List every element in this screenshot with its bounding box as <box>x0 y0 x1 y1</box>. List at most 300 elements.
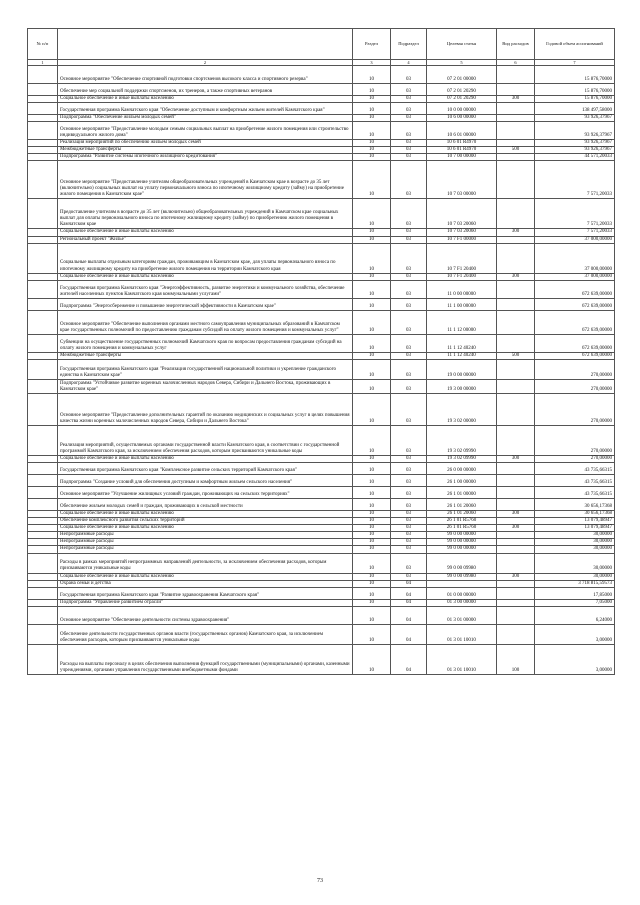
row-type-cell <box>497 280 535 298</box>
row-name-cell: Государственная программа Камчатского края "Обеспечение доступным и комфортным жильем жителей Камчатского края" <box>58 103 353 115</box>
row-section-cell: 10 <box>353 425 391 455</box>
row-section-cell: 10 <box>353 486 391 498</box>
row-section-cell: 10 <box>353 243 391 273</box>
row-section-cell: 10 <box>353 546 391 553</box>
row-section-cell: 10 <box>353 606 391 624</box>
row-section-cell: 10 <box>353 379 391 393</box>
row-section-cell: 10 <box>353 553 391 573</box>
table-row <box>28 359 615 379</box>
row-number-cell <box>28 539 58 546</box>
table-row <box>28 539 615 546</box>
table-row <box>28 425 615 455</box>
row-target-cell: 11 1 00 00000 <box>427 298 497 310</box>
row-section-cell: 10 <box>353 393 391 425</box>
row-name-cell: Обеспечение деятельности государственных органов власти (государственных органов) Камчатского края, за исключением обеспечения расходов, которым присваиваются уникальные коды <box>58 624 353 644</box>
row-name-cell: Государственная программа Камчатского края "Развитие здравоохранения Камчатского края" <box>58 587 353 599</box>
row-section-cell: 10 <box>353 298 391 310</box>
table-row <box>28 310 615 334</box>
row-number-cell <box>28 624 58 644</box>
table-row <box>28 334 615 352</box>
row-name-cell: Обеспечение комплексного развития сельских территорий <box>58 518 353 525</box>
row-target-cell: 10 7 03 00000 <box>427 161 497 199</box>
row-target-cell: 99 0 00 09980 <box>427 553 497 573</box>
row-target-cell: 10 7 03 20060 <box>427 229 497 236</box>
row-number-cell <box>28 498 58 510</box>
row-subsection-cell: 03 <box>391 474 427 486</box>
row-amount-cell: 3 718 815,59573 <box>535 580 615 587</box>
row-subsection-cell: 03 <box>391 298 427 310</box>
row-amount-cell: 6,24000 <box>535 606 615 624</box>
row-type-cell <box>497 553 535 573</box>
row-name-cell: Непрограммные расходы <box>58 539 353 546</box>
row-amount-cell: 270,00000 <box>535 425 615 455</box>
row-type-cell <box>497 624 535 644</box>
row-amount-cell: 672 639,00000 <box>535 310 615 334</box>
row-target-cell: 01 3 01 10010 <box>427 644 497 674</box>
row-amount-cell: 672 639,00000 <box>535 280 615 298</box>
row-name-cell: Обеспечение мер социальной поддержки спортсменов, их тренеров, а также спортивных ветеранов <box>58 84 353 96</box>
row-number-cell <box>28 553 58 573</box>
row-type-cell: 300 <box>497 229 535 236</box>
row-type-cell <box>497 66 535 84</box>
row-section-cell: 10 <box>353 359 391 379</box>
row-number-cell <box>28 161 58 199</box>
row-type-cell <box>497 359 535 379</box>
row-section-cell: 10 <box>353 624 391 644</box>
row-name-cell: Непрограммные расходы <box>58 532 353 539</box>
column-number: 3 <box>353 60 391 66</box>
row-target-cell: 19 0 00 00000 <box>427 359 497 379</box>
column-number: 4 <box>391 60 427 66</box>
row-name-cell: Подпрограмма "Управление развитием отрасли" <box>58 599 353 606</box>
row-type-cell <box>497 103 535 115</box>
row-section-cell: 10 <box>353 84 391 96</box>
row-target-cell: 26 1 01 R5760 <box>427 518 497 525</box>
table-row <box>28 147 615 154</box>
row-number-cell <box>28 379 58 393</box>
row-name-cell: Охрана семьи и детства <box>58 580 353 587</box>
row-subsection-cell: 03 <box>391 379 427 393</box>
table-row <box>28 498 615 510</box>
row-section-cell: 10 <box>353 273 391 280</box>
row-subsection-cell: 04 <box>391 606 427 624</box>
row-type-cell <box>497 498 535 510</box>
row-type-cell <box>497 199 535 229</box>
table-row <box>28 298 615 310</box>
table-row <box>28 599 615 606</box>
row-name-cell: Основное мероприятие "Предоставление дополнительных гарантий по оказанию медицинских и социальных услуг в целях повышения качества жизни коренных малочисленных народов Севера, Сибири и Дальнего Востока" <box>58 393 353 425</box>
row-type-cell: 300 <box>497 573 535 580</box>
table-row <box>28 66 615 84</box>
row-subsection-cell: 03 <box>391 154 427 161</box>
row-type-cell <box>497 122 535 140</box>
row-subsection-cell: 03 <box>391 334 427 352</box>
table-body <box>28 66 615 675</box>
row-type-cell: 300 <box>497 525 535 532</box>
row-amount-cell: 30,00000 <box>535 573 615 580</box>
row-subsection-cell: 03 <box>391 518 427 525</box>
row-section-cell: 10 <box>353 115 391 122</box>
header-expense-type: Вид расходов <box>497 29 535 60</box>
header-subsection: Подраздел <box>391 29 427 60</box>
row-number-cell <box>28 359 58 379</box>
row-target-cell: 10 0 00 00000 <box>427 103 497 115</box>
row-amount-cell: 3,00000 <box>535 644 615 674</box>
row-subsection-cell: 03 <box>391 573 427 580</box>
row-section-cell: 10 <box>353 310 391 334</box>
row-section-cell: 10 <box>353 518 391 525</box>
row-target-cell: 11 1 12 00000 <box>427 310 497 334</box>
row-number-cell <box>28 140 58 147</box>
row-amount-cell: 93 926,37967 <box>535 140 615 147</box>
table-row <box>28 352 615 359</box>
row-number-cell <box>28 474 58 486</box>
row-number-cell <box>28 587 58 599</box>
row-section-cell: 10 <box>353 462 391 474</box>
row-subsection-cell: 03 <box>391 115 427 122</box>
row-section-cell: 10 <box>353 147 391 154</box>
row-number-cell <box>28 599 58 606</box>
table-row <box>28 243 615 273</box>
table-row <box>28 644 615 674</box>
row-section-cell: 10 <box>353 599 391 606</box>
row-name-cell: Межбюджетные трансферты <box>58 352 353 359</box>
row-amount-cell: 43 735,66315 <box>535 462 615 474</box>
row-type-cell <box>497 599 535 606</box>
row-number-cell <box>28 243 58 273</box>
row-target-cell: 01 3 01 10010 <box>427 624 497 644</box>
row-subsection-cell: 03 <box>391 273 427 280</box>
row-type-cell <box>497 243 535 273</box>
row-name-cell: Расходы в рамках мероприятий непрограммных направлений деятельности, за исключением обеспечения расходов, которым присваиваются уникальные коды <box>58 553 353 573</box>
row-section-cell: 10 <box>353 525 391 532</box>
row-type-cell <box>497 486 535 498</box>
row-subsection-cell: 03 <box>391 236 427 243</box>
row-type-cell <box>497 587 535 599</box>
row-amount-cell: 30,00000 <box>535 546 615 553</box>
row-name-cell: Непрограммные расходы <box>58 546 353 553</box>
table-row <box>28 486 615 498</box>
table-row <box>28 84 615 96</box>
row-number-cell <box>28 644 58 674</box>
row-type-cell <box>497 546 535 553</box>
row-number-cell <box>28 334 58 352</box>
row-type-cell: 500 <box>497 352 535 359</box>
table-row <box>28 229 615 236</box>
row-amount-cell: 7 571,20033 <box>535 229 615 236</box>
row-name-cell: Основное мероприятие "Предоставление учителям общеобразовательных учреждений в Камчатском крае в возрасте до 35 лет (включительно) социальных выплат на уплату первоначального взноса по ипотечному жилищному кредиту (займу) на приобретение жилого помещения в Камчатском крае" <box>58 161 353 199</box>
row-type-cell <box>497 84 535 96</box>
row-target-cell: 11 1 12 40240 <box>427 334 497 352</box>
row-name-cell: Социальное обеспечение и иные выплаты населению <box>58 525 353 532</box>
row-number-cell <box>28 425 58 455</box>
row-number-cell <box>28 147 58 154</box>
row-amount-cell: 15 876,70000 <box>535 66 615 84</box>
row-target-cell: 11 1 12 40240 <box>427 352 497 359</box>
table-row <box>28 553 615 573</box>
row-target-cell: 10 7 F1 20400 <box>427 243 497 273</box>
row-target-cell: 01 3 01 00000 <box>427 606 497 624</box>
column-number: 6 <box>497 60 535 66</box>
row-section-cell: 10 <box>353 96 391 103</box>
row-amount-cell: 93 926,37967 <box>535 147 615 154</box>
row-number-cell <box>28 154 58 161</box>
table-row <box>28 379 615 393</box>
row-name-cell: Социальное обеспечение и иные выплаты населению <box>58 455 353 462</box>
row-amount-cell: 672 639,00000 <box>535 298 615 310</box>
table-row <box>28 546 615 553</box>
table-row <box>28 273 615 280</box>
table-row <box>28 518 615 525</box>
row-amount-cell: 30 656,17368 <box>535 498 615 510</box>
row-subsection-cell: 03 <box>391 243 427 273</box>
table-row <box>28 573 615 580</box>
row-amount-cell: 93 926,37967 <box>535 115 615 122</box>
row-target-cell: 10 6 01 R4970 <box>427 147 497 154</box>
row-target-cell: 19 3 02 00000 <box>427 393 497 425</box>
header-number: № п/п <box>28 29 58 60</box>
row-section-cell: 10 <box>353 103 391 115</box>
table-row <box>28 154 615 161</box>
row-subsection-cell: 03 <box>391 553 427 573</box>
row-type-cell <box>497 379 535 393</box>
row-subsection-cell: 04 <box>391 644 427 674</box>
row-section-cell: 10 <box>353 161 391 199</box>
row-amount-cell: 270,00000 <box>535 359 615 379</box>
row-amount-cell: 15 876,70000 <box>535 96 615 103</box>
column-number: 7 <box>535 60 615 66</box>
row-name-cell: Социальное обеспечение и иные выплаты населению <box>58 273 353 280</box>
table-row <box>28 393 615 425</box>
row-target-cell: 07 2 01 20290 <box>427 84 497 96</box>
row-section-cell: 10 <box>353 334 391 352</box>
row-number-cell <box>28 546 58 553</box>
row-amount-cell: 672 639,00000 <box>535 352 615 359</box>
row-name-cell: Основное мероприятие "Обеспечение деятельности системы здравоохранения" <box>58 606 353 624</box>
row-section-cell: 10 <box>353 236 391 243</box>
row-subsection-cell: 04 <box>391 587 427 599</box>
row-target-cell: 19 3 00 00000 <box>427 379 497 393</box>
row-target-cell: 26 1 01 20060 <box>427 498 497 510</box>
row-type-cell <box>497 236 535 243</box>
row-subsection-cell: 03 <box>391 532 427 539</box>
row-section-cell: 10 <box>353 474 391 486</box>
row-section-cell: 10 <box>353 510 391 517</box>
row-name-cell: Подпрограмма "Создание условий для обеспечения доступным и комфортным жильем сельского населения" <box>58 474 353 486</box>
row-number-cell <box>28 229 58 236</box>
row-target-cell: 26 1 00 00000 <box>427 474 497 486</box>
row-section-cell: 10 <box>353 455 391 462</box>
row-target-cell: 01 3 00 00000 <box>427 599 497 606</box>
row-type-cell <box>497 474 535 486</box>
table-row <box>28 161 615 199</box>
row-section-cell: 10 <box>353 580 391 587</box>
row-type-cell: 300 <box>497 96 535 103</box>
row-section-cell: 10 <box>353 280 391 298</box>
row-type-cell <box>497 334 535 352</box>
row-target-cell: 26 1 01 20060 <box>427 510 497 517</box>
row-type-cell <box>497 462 535 474</box>
column-number: 2 <box>58 60 353 66</box>
row-number-cell <box>28 273 58 280</box>
row-target-cell: 26 1 01 R5760 <box>427 525 497 532</box>
row-target-cell: 99 0 00 09980 <box>427 573 497 580</box>
row-amount-cell: 13 079,48947 <box>535 525 615 532</box>
row-section-cell: 10 <box>353 154 391 161</box>
row-subsection-cell: 03 <box>391 546 427 553</box>
header-annual-amount: Годовой объем ассигнований <box>535 29 615 60</box>
row-name-cell: Основное мероприятие "Улучшение жилищных условий граждан, проживающих на сельских территориях" <box>58 486 353 498</box>
row-amount-cell: 43 735,66315 <box>535 474 615 486</box>
table-row <box>28 532 615 539</box>
row-number-cell <box>28 310 58 334</box>
budget-table <box>27 28 615 675</box>
row-target-cell: 99 0 00 00000 <box>427 546 497 553</box>
row-subsection-cell: 04 <box>391 599 427 606</box>
row-amount-cell: 93 926,37967 <box>535 122 615 140</box>
row-amount-cell: 30,00000 <box>535 553 615 573</box>
row-subsection-cell: 03 <box>391 486 427 498</box>
row-name-cell: Подпрограмма "Устойчивое развитие коренных малочисленных народов Севера, Сибири и Дальнего Востока, проживающих в Камчатском крае" <box>58 379 353 393</box>
row-section-cell: 10 <box>353 539 391 546</box>
row-name-cell: Региональный проект "Жилье" <box>58 236 353 243</box>
row-subsection-cell: 03 <box>391 352 427 359</box>
row-number-cell <box>28 606 58 624</box>
row-type-cell <box>497 425 535 455</box>
row-subsection-cell: 04 <box>391 624 427 644</box>
row-subsection-cell: 03 <box>391 525 427 532</box>
row-target-cell: 07 2 01 20290 <box>427 96 497 103</box>
budget-table-container <box>27 28 614 675</box>
row-type-cell <box>497 580 535 587</box>
row-name-cell: Реализация мероприятий по обеспечению жильем молодых семей <box>58 140 353 147</box>
row-type-cell <box>497 539 535 546</box>
row-type-cell <box>497 393 535 425</box>
row-name-cell: Основное мероприятие "Обеспечение спортивной подготовки спортсменов высокого класса и спортивного резерва" <box>58 66 353 84</box>
table-row <box>28 580 615 587</box>
row-type-cell <box>497 298 535 310</box>
row-target-cell: 99 0 00 00000 <box>427 539 497 546</box>
header-name <box>58 29 353 60</box>
row-section-cell: 10 <box>353 532 391 539</box>
row-name-cell: Государственная программа Камчатского края "Энергоэффективность, развитие энергетики и коммунального хозяйства, обеспечение жителей населенных пунктов Камчатского края коммунальными услугами" <box>58 280 353 298</box>
row-number-cell <box>28 84 58 96</box>
row-section-cell: 10 <box>353 199 391 229</box>
row-number-cell <box>28 580 58 587</box>
row-subsection-cell: 03 <box>391 539 427 546</box>
row-subsection-cell: 03 <box>391 425 427 455</box>
row-type-cell <box>497 606 535 624</box>
row-amount-cell: 270,00000 <box>535 393 615 425</box>
row-name-cell: Межбюджетные трансферты <box>58 147 353 154</box>
row-amount-cell: 30,00000 <box>535 539 615 546</box>
row-amount-cell: 17,85000 <box>535 587 615 599</box>
row-type-cell <box>497 154 535 161</box>
row-name-cell: Государственная программа Камчатского края "Комплексное развитие сельских территорий Камчатского края" <box>58 462 353 474</box>
row-amount-cell: 7 571,20033 <box>535 199 615 229</box>
row-name-cell: Социальное обеспечение и иные выплаты населению <box>58 229 353 236</box>
table-header-row <box>28 29 615 60</box>
row-subsection-cell: 03 <box>391 103 427 115</box>
row-number-cell <box>28 525 58 532</box>
row-name-cell: Социальное обеспечение и иные выплаты населению <box>58 573 353 580</box>
row-subsection-cell: 03 <box>391 359 427 379</box>
table-row <box>28 280 615 298</box>
row-name-cell: Социальное обеспечение и иные выплаты населению <box>58 510 353 517</box>
row-section-cell: 10 <box>353 587 391 599</box>
row-type-cell: 100 <box>497 644 535 674</box>
row-number-cell <box>28 96 58 103</box>
row-amount-cell: 13 079,48947 <box>535 518 615 525</box>
row-subsection-cell: 03 <box>391 229 427 236</box>
row-section-cell: 10 <box>353 122 391 140</box>
row-amount-cell: 30 656,17368 <box>535 510 615 517</box>
row-name-cell: Основное мероприятие "Предоставление молодым семьям социальных выплат на приобретение жилого помещения или строительство индивидуального жилого дома" <box>58 122 353 140</box>
row-type-cell <box>497 161 535 199</box>
row-name-cell: Обеспечение жильем молодых семей и граждан, проживающих в сельской местности <box>58 498 353 510</box>
row-name-cell: Реализация мероприятий, осуществляемых органами государственной власти Камчатского края, в соответствии с государственной программой Камчатского края, за исключением обеспечения расходов, которым присваиваются уникальные коды <box>58 425 353 455</box>
table-row <box>28 455 615 462</box>
table-row <box>28 462 615 474</box>
row-subsection-cell: 03 <box>391 147 427 154</box>
row-name-cell: Социальное обеспечение и иные выплаты населению <box>58 96 353 103</box>
page-number: 73 <box>317 878 323 884</box>
row-name-cell: Подпрограмма "Обеспечение жильем молодых семей" <box>58 115 353 122</box>
table-row <box>28 236 615 243</box>
row-amount-cell: 43 735,66315 <box>535 486 615 498</box>
row-section-cell: 10 <box>353 498 391 510</box>
row-name-cell: Расходы на выплаты персоналу в целях обеспечения выполнения функций государственными (муниципальными) органами, казенными учреждениями, органами управления государственными внебюджетными фондами <box>58 644 353 674</box>
row-subsection-cell: 04 <box>391 580 427 587</box>
row-target-cell: 10 6 01 00000 <box>427 122 497 140</box>
row-subsection-cell: 03 <box>391 455 427 462</box>
row-subsection-cell: 03 <box>391 498 427 510</box>
row-amount-cell: 270,00000 <box>535 379 615 393</box>
row-amount-cell: 672 639,00000 <box>535 334 615 352</box>
row-type-cell <box>497 518 535 525</box>
row-name-cell: Подпрограмма "Энергосбережение и повышение энергетической эффективности в Камчатском крае" <box>58 298 353 310</box>
row-subsection-cell: 03 <box>391 510 427 517</box>
table-row <box>28 103 615 115</box>
row-number-cell <box>28 455 58 462</box>
row-amount-cell: 7 571,20033 <box>535 161 615 199</box>
row-name-cell: Предоставление учителям в возрасте до 35 лет (включительно) общеобразовательных учреждений в Камчатском крае социальных выплат для оплаты первоначального взноса по ипотечному жилищному кредиту (займу) по приобретению жилого помещения в Камчатском крае <box>58 199 353 229</box>
row-target-cell: 10 7 03 20060 <box>427 199 497 229</box>
row-number-cell <box>28 115 58 122</box>
row-number-cell <box>28 393 58 425</box>
row-target-cell: 99 0 00 00000 <box>427 532 497 539</box>
row-number-cell <box>28 518 58 525</box>
row-subsection-cell: 03 <box>391 393 427 425</box>
header-section: Раздел <box>353 29 391 60</box>
row-target-cell <box>427 580 497 587</box>
table-row <box>28 587 615 599</box>
row-name-cell: Подпрограмма "Развитие системы ипотечного жилищного кредитования" <box>58 154 353 161</box>
table-row <box>28 122 615 140</box>
row-name-cell: Субвенции на осуществление государственных полномочий Камчатского края по вопросам предоставления гражданам субсидий на оплату жилого помещения и коммунальных услуг <box>58 334 353 352</box>
row-amount-cell: 15 876,70000 <box>535 84 615 96</box>
row-number-cell <box>28 199 58 229</box>
row-type-cell: 300 <box>497 455 535 462</box>
row-subsection-cell: 03 <box>391 161 427 199</box>
row-name-cell: Основное мероприятие "Обеспечение выполнения органами местного самоуправления муниципальных образований в Камчатском крае государственных полномочий по предоставлению гражданам субсидий на оплату жилого помещения и коммунальных услуг" <box>58 310 353 334</box>
row-target-cell: 19 3 02 09990 <box>427 425 497 455</box>
row-target-cell: 26 0 00 00000 <box>427 462 497 474</box>
row-target-cell: 11 0 00 00000 <box>427 280 497 298</box>
row-section-cell: 10 <box>353 140 391 147</box>
row-amount-cell: 30,00000 <box>535 532 615 539</box>
row-name-cell: Государственная программа Камчатского края "Реализация государственной национальной политики и укрепление гражданского единства в Камчатском крае" <box>58 359 353 379</box>
